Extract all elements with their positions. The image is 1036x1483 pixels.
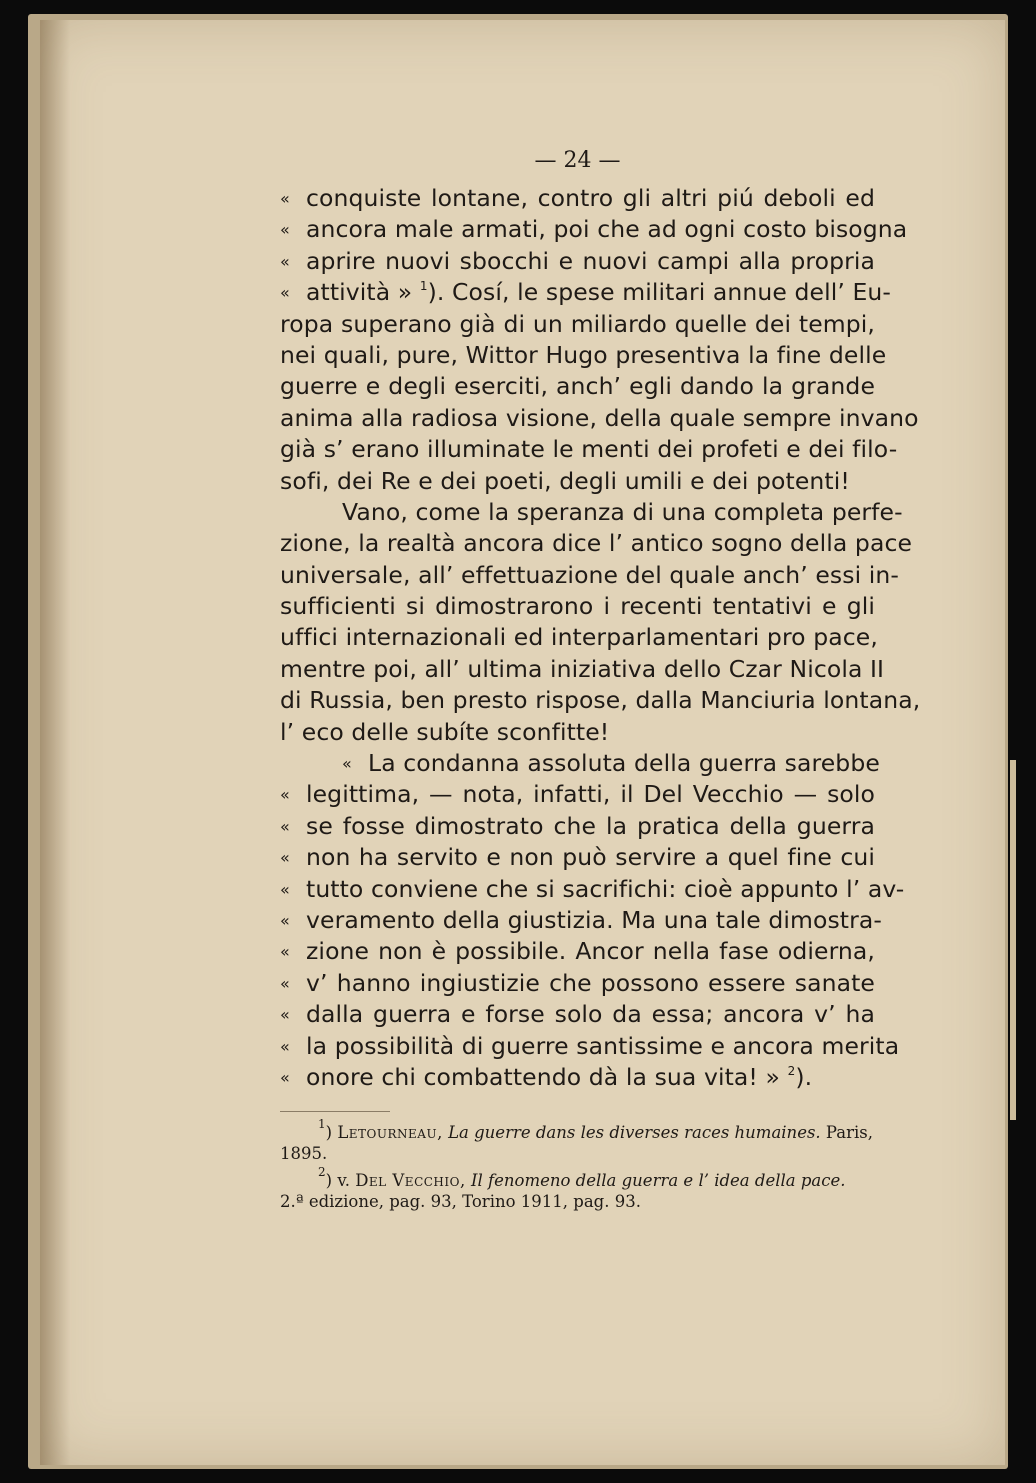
paragraph-2 [280, 497, 921, 748]
page-number: — 24 — [534, 148, 621, 173]
text-line: « legittima, — nota, infatti, il Del Vecchio — solo [280, 780, 875, 809]
text-line: « la possibilità di guerre santissime e ancora merita [280, 1031, 900, 1060]
text-line: zione, la realtà ancora dice l’ antico sogno della pace [280, 529, 913, 558]
text-line: « onore chi combattendo dà la sua vita! » $^2$). [280, 1062, 813, 1091]
text-line: guerre e degli eserciti, anch’ egli dando la grande [280, 372, 875, 401]
text-line: « se fosse dimostrato che la pratica della guerra [280, 811, 875, 840]
page-content [280, 148, 921, 1212]
text-line: « aprire nuovi sbocchi e nuovi campi alla propria [280, 246, 875, 275]
footnote-divider [280, 1111, 390, 1112]
footnote-2: $^2$) v. Del Vecchio, Il fenomeno della guerra e l’ idea della pace. 2.ª edizione, pag. 93, Torino 1911, pag. 93. [280, 1165, 846, 1212]
text-line: « v’ hanno ingiustizie che possono essere sanate [280, 968, 875, 997]
text-line: nei quali, pure, Wittor Hugo presentiva la fine delle [280, 340, 887, 369]
page-marker [1010, 760, 1016, 1120]
text-line: « tutto conviene che si sacrifichi: cioè appunto l’ av- [280, 874, 905, 903]
text-line: anima alla radiosa visione, della quale sempre invano [280, 403, 919, 432]
text-line: universale, all’ effettuazione del quale anch’ essi in- [280, 560, 900, 589]
text-line: Vano, come la speranza di una completa perfe- [342, 497, 903, 526]
footnote-ref: 2 [787, 1063, 796, 1078]
paragraph-1 [280, 183, 919, 497]
text-line: uffici internazionali ed interparlamentari pro pace, [280, 623, 878, 652]
text-line: « ancora male armati, poi che ad ogni costo bisogna [280, 215, 908, 244]
footnote-ref: 1 [419, 279, 428, 294]
text-line: sufficienti si dimostrarono i recenti tentativi e gli [280, 592, 875, 621]
spine-shadow [40, 20, 70, 1465]
footnote-1: $^1$) Letourneau, La guerre dans les diverses races humaines. Paris, 1895. [280, 1117, 873, 1164]
text-line: « attività » $^1$). Cosí, le spese militari annue dell’ Eu- [280, 278, 892, 307]
text-line: « non ha servito e non può servire a quel fine cui [280, 843, 875, 872]
text-line: « dalla guerra e forse solo da essa; ancora v’ ha [280, 1000, 875, 1029]
text-line: « zione non è possibile. Ancor nella fase odierna, [280, 937, 875, 966]
text-line: « La condanna assoluta della guerra sarebbe [342, 749, 880, 778]
paragraph-3-quote [280, 748, 905, 1093]
text-line: di Russia, ben presto rispose, dalla Manciuria lontana, [280, 686, 921, 715]
text-line: « conquiste lontane, contro gli altri piú deboli ed [280, 184, 875, 212]
text-line: « veramento della giustizia. Ma una tale dimostra- [280, 905, 882, 934]
text-line: sofi, dei Re e dei poeti, degli umili e dei potenti! [280, 466, 850, 495]
text-line: mentre poi, all’ ultima iniziativa dello Czar Nicola II [280, 654, 885, 683]
text-line: già s’ erano illuminate le menti dei profeti e dei filo- [280, 435, 898, 464]
text-line: l’ eco delle subíte sconfitte! [280, 717, 610, 746]
text-line: ropa superano già di un miliardo quelle dei tempi, [280, 309, 875, 338]
